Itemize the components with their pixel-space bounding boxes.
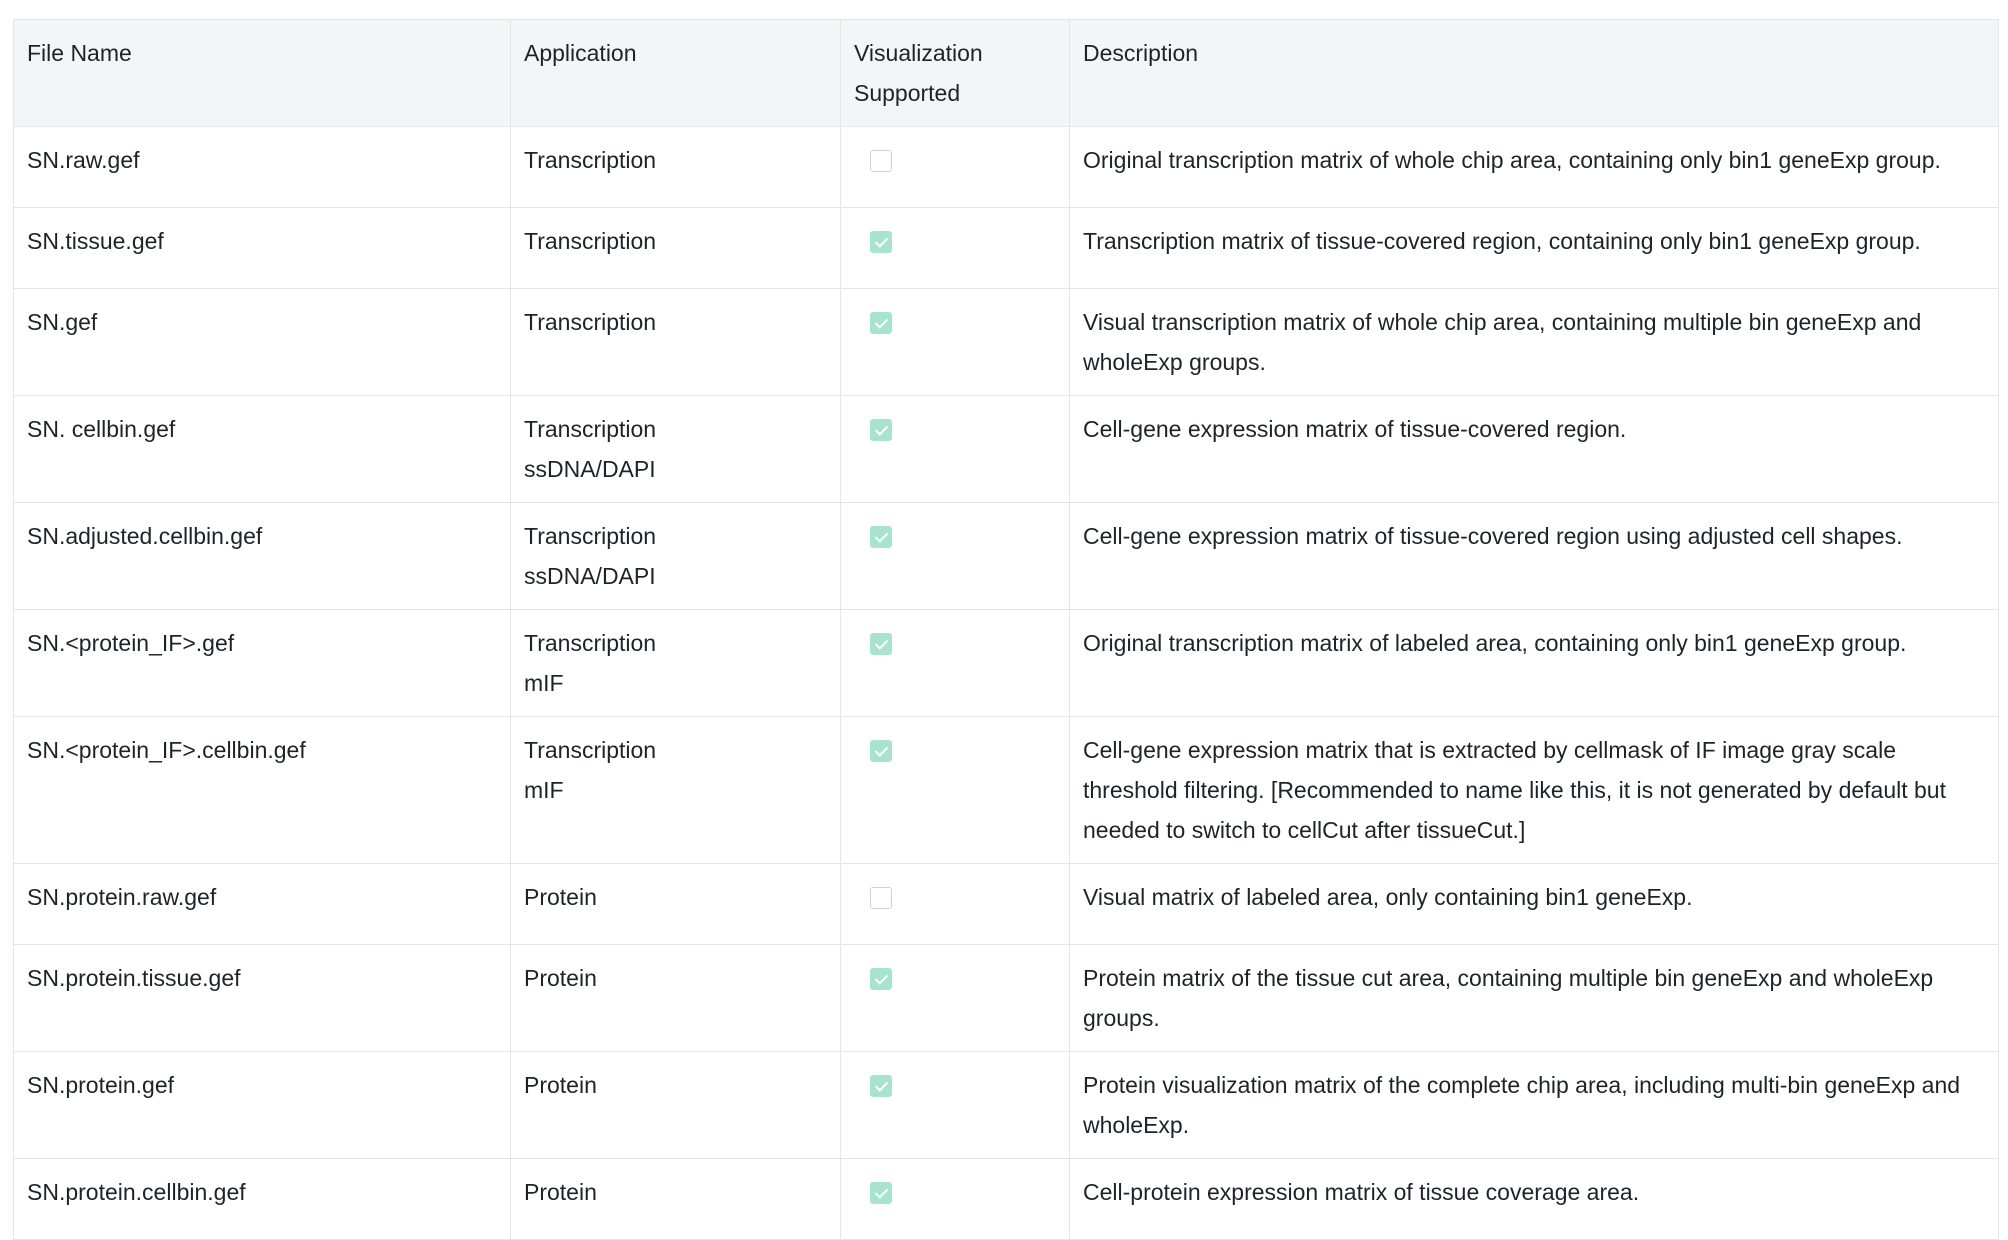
application-line: Transcription bbox=[524, 416, 657, 442]
cell-application bbox=[511, 289, 841, 396]
cell-description: Cell-protein expression matrix of tissue coverage area. bbox=[1070, 1159, 1999, 1240]
cell-file-name: SN.protein.tissue.gef bbox=[14, 945, 511, 1052]
cell-visualization-supported bbox=[841, 717, 1070, 864]
cell-visualization-supported bbox=[841, 1159, 1070, 1240]
application-line: mIF bbox=[524, 670, 564, 696]
checkbox-checked-icon bbox=[870, 740, 892, 762]
checkbox-unchecked-icon bbox=[870, 887, 892, 909]
table-row bbox=[14, 1052, 1999, 1159]
application-line: ssDNA/DAPI bbox=[524, 563, 656, 589]
cell-file-name: SN.raw.gef bbox=[14, 127, 511, 208]
application-line: ssDNA/DAPI bbox=[524, 456, 656, 482]
checkbox-checked-icon bbox=[870, 633, 892, 655]
cell-file-name: SN.tissue.gef bbox=[14, 208, 511, 289]
cell-application bbox=[511, 503, 841, 610]
file-table-container bbox=[13, 19, 1998, 1240]
cell-description: Cell-gene expression matrix of tissue-covered region. bbox=[1070, 396, 1999, 503]
cell-application bbox=[511, 610, 841, 717]
cell-description: Transcription matrix of tissue-covered region, containing only bin1 geneExp group. bbox=[1070, 208, 1999, 289]
cell-description: Cell-gene expression matrix that is extracted by cellmask of IF image gray scale threshold filtering. [Recommended to name like this, it is not generated by default but needed to switch to cellCut after tissueCut.] bbox=[1070, 717, 1999, 864]
cell-description: Original transcription matrix of labeled area, containing only bin1 geneExp group. bbox=[1070, 610, 1999, 717]
table-row bbox=[14, 864, 1999, 945]
cell-application bbox=[511, 396, 841, 503]
cell-application bbox=[511, 864, 841, 945]
checkbox-checked-icon bbox=[870, 1075, 892, 1097]
cell-visualization-supported bbox=[841, 945, 1070, 1052]
application-line: Transcription bbox=[524, 630, 657, 656]
application-line: Transcription bbox=[524, 523, 657, 549]
checkbox-checked-icon bbox=[870, 231, 892, 253]
cell-application bbox=[511, 1159, 841, 1240]
checkbox-checked-icon bbox=[870, 526, 892, 548]
cell-file-name: SN.gef bbox=[14, 289, 511, 396]
application-line: Protein bbox=[524, 1072, 597, 1098]
cell-visualization-supported bbox=[841, 503, 1070, 610]
table-header-row bbox=[14, 20, 1999, 127]
table-body bbox=[14, 127, 1999, 1240]
cell-visualization-supported bbox=[841, 1052, 1070, 1159]
table-row bbox=[14, 503, 1999, 610]
cell-visualization-supported bbox=[841, 289, 1070, 396]
header-description: Description bbox=[1070, 20, 1999, 127]
cell-file-name: SN.protein.raw.gef bbox=[14, 864, 511, 945]
cell-description: Visual matrix of labeled area, only containing bin1 geneExp. bbox=[1070, 864, 1999, 945]
table-row bbox=[14, 396, 1999, 503]
application-line: Transcription bbox=[524, 147, 657, 173]
cell-file-name: SN.<protein_IF>.gef bbox=[14, 610, 511, 717]
cell-visualization-supported bbox=[841, 864, 1070, 945]
table-row bbox=[14, 1159, 1999, 1240]
header-application: Application bbox=[511, 20, 841, 127]
table-row bbox=[14, 717, 1999, 864]
cell-file-name: SN.adjusted.cellbin.gef bbox=[14, 503, 511, 610]
cell-description: Visual transcription matrix of whole chip area, containing multiple bin geneExp and wholeExp groups. bbox=[1070, 289, 1999, 396]
checkbox-checked-icon bbox=[870, 312, 892, 334]
cell-visualization-supported bbox=[841, 396, 1070, 503]
table-row bbox=[14, 610, 1999, 717]
cell-file-name: SN.protein.gef bbox=[14, 1052, 511, 1159]
cell-application bbox=[511, 208, 841, 289]
table-row bbox=[14, 289, 1999, 396]
cell-visualization-supported bbox=[841, 610, 1070, 717]
application-line: mIF bbox=[524, 777, 564, 803]
cell-visualization-supported bbox=[841, 208, 1070, 289]
cell-file-name: SN.<protein_IF>.cellbin.gef bbox=[14, 717, 511, 864]
table-row bbox=[14, 208, 1999, 289]
cell-application bbox=[511, 1052, 841, 1159]
application-line: Protein bbox=[524, 884, 597, 910]
checkbox-unchecked-icon bbox=[870, 150, 892, 172]
cell-description: Protein visualization matrix of the complete chip area, including multi-bin geneExp and wholeExp. bbox=[1070, 1052, 1999, 1159]
checkbox-checked-icon bbox=[870, 1182, 892, 1204]
gef-file-table bbox=[13, 19, 1999, 1240]
application-line: Protein bbox=[524, 965, 597, 991]
cell-application bbox=[511, 945, 841, 1052]
cell-description: Original transcription matrix of whole chip area, containing only bin1 geneExp group. bbox=[1070, 127, 1999, 208]
application-line: Transcription bbox=[524, 737, 657, 763]
cell-description: Protein matrix of the tissue cut area, containing multiple bin geneExp and wholeExp groups. bbox=[1070, 945, 1999, 1052]
checkbox-checked-icon bbox=[870, 968, 892, 990]
header-file-name: File Name bbox=[14, 20, 511, 127]
application-line: Protein bbox=[524, 1179, 597, 1205]
cell-application bbox=[511, 127, 841, 208]
table-row bbox=[14, 127, 1999, 208]
application-line: Transcription bbox=[524, 228, 657, 254]
cell-description: Cell-gene expression matrix of tissue-covered region using adjusted cell shapes. bbox=[1070, 503, 1999, 610]
cell-file-name: SN. cellbin.gef bbox=[14, 396, 511, 503]
header-visualization-supported: Visualization Supported bbox=[841, 20, 1070, 127]
cell-application bbox=[511, 717, 841, 864]
checkbox-checked-icon bbox=[870, 419, 892, 441]
cell-visualization-supported bbox=[841, 127, 1070, 208]
table-row bbox=[14, 945, 1999, 1052]
application-line: Transcription bbox=[524, 309, 657, 335]
cell-file-name: SN.protein.cellbin.gef bbox=[14, 1159, 511, 1240]
